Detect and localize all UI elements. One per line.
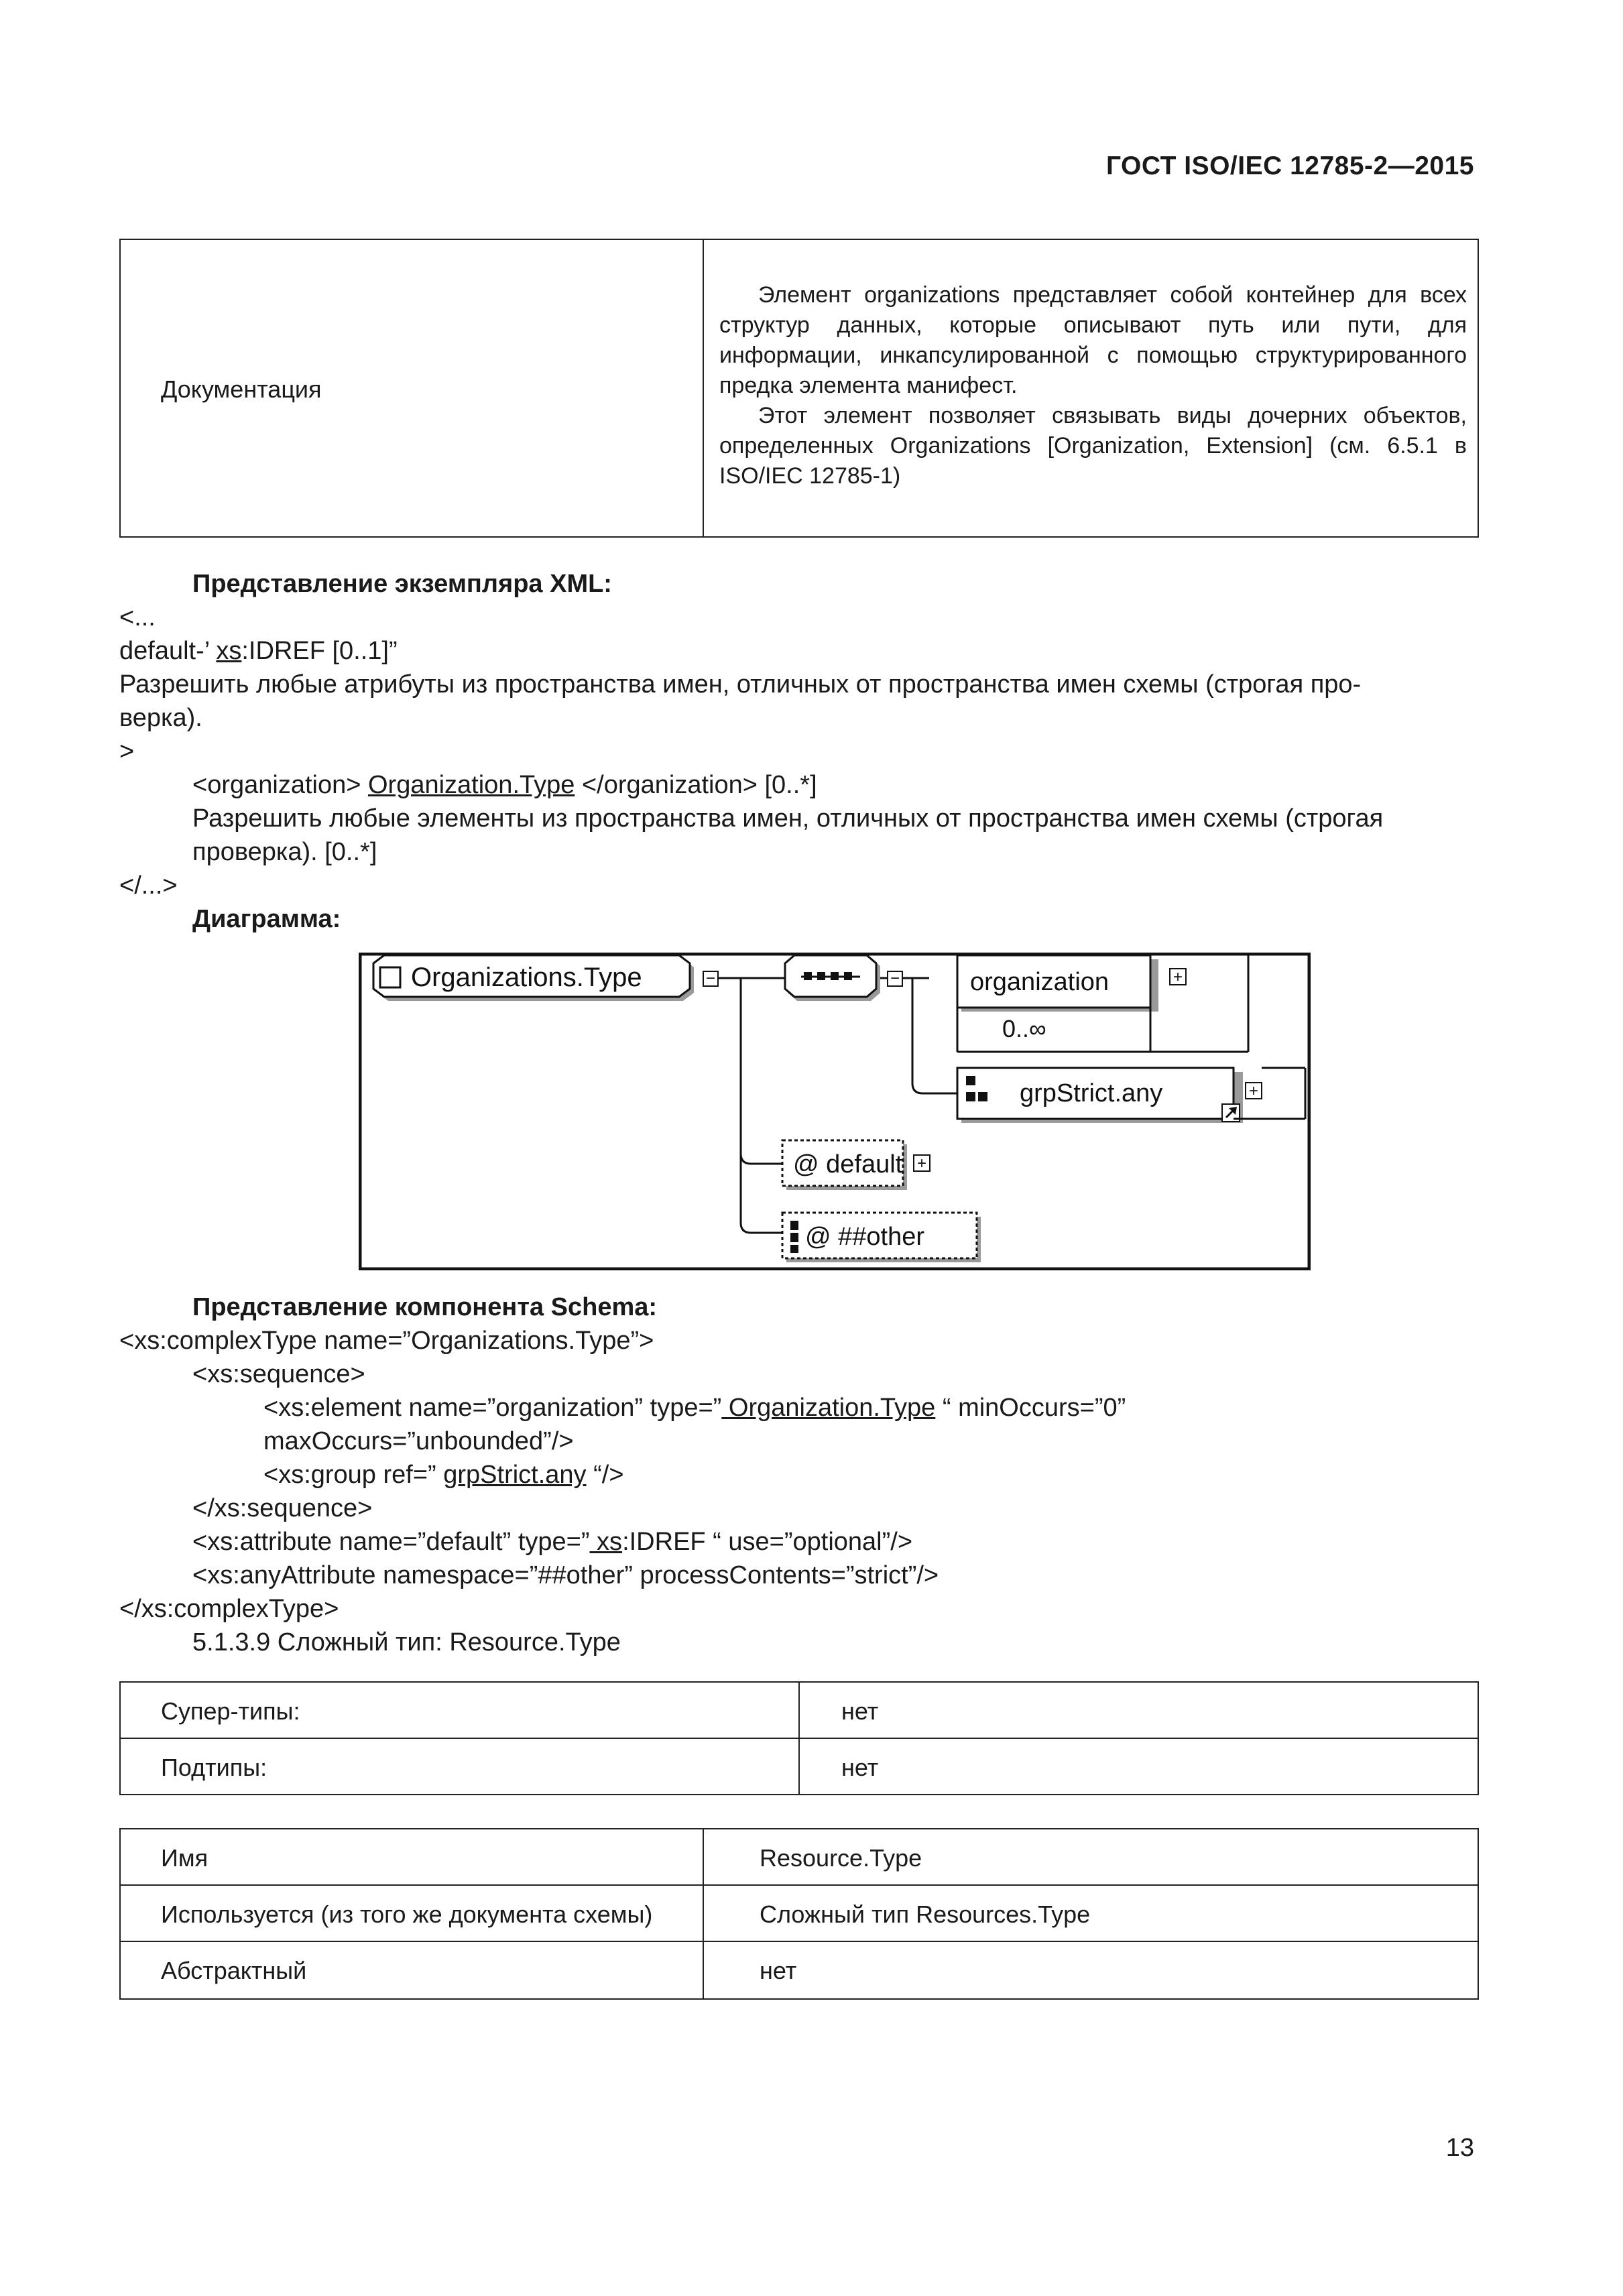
svg-text:−: − [890, 969, 900, 987]
used-by-value: Сложный тип Resources.Type [760, 1900, 1091, 1928]
xml-elements-note-line1: Разрешить любые элементы из пространства имен, отличных от пространства имен схемы (строгая [192, 804, 1384, 833]
svg-text:−: − [705, 969, 716, 987]
xml-line-organization [192, 771, 817, 800]
xml-line-close-bracket: > [119, 737, 135, 766]
svg-text:+: + [1173, 968, 1183, 986]
documentation-paragraph-2: Этот элемент позволяет связывать виды дочерних объектов, определенных Organizations [Organization, Extension] (см. 6.5.1 в ISO/IEC 12785-1) [719, 403, 1467, 489]
schema-line-sequence-end: </xs:sequence> [192, 1494, 373, 1522]
xml-organization-open: <organization> [192, 771, 368, 799]
checkbox-icon [380, 967, 400, 987]
any-attribute-node [782, 1213, 981, 1262]
xml-attributes-note-line1: Разрешить любые атрибуты из пространства имен, отличных от пространства имен схемы (строгая про- [119, 670, 1362, 699]
schema-line-anyattribute: <xs:anyAttribute namespace=”##other” processContents=”strict”/> [192, 1561, 939, 1589]
name-label: Имя [161, 1844, 208, 1872]
page-number: 13 [1445, 2134, 1474, 2162]
section-title: 5.1.3.9 Сложный тип: Resource.Type [192, 1628, 621, 1656]
schema-line-sequence: <xs:sequence> [192, 1360, 365, 1388]
organization-type-link[interactable]: Organization.Type [721, 1394, 936, 1422]
schema-line-complextype-end: </xs:complexType> [119, 1595, 339, 1623]
group-icon [966, 1076, 975, 1085]
any-attribute-label: @ ##other [805, 1223, 925, 1251]
multiplicity-label: 0..∞ [1002, 1015, 1046, 1042]
used-by-label: Используется (из того же документа схемы) [161, 1900, 653, 1928]
organization-type-link[interactable]: Organization.Type [367, 771, 575, 799]
table-row [121, 1739, 1478, 1795]
organizations-type-label: Organizations.Type [411, 963, 642, 992]
table-row [121, 1942, 1478, 2000]
xml-attributes-note-line2: верка). [119, 704, 202, 732]
svg-text:+: + [916, 1154, 927, 1172]
supertypes-label: Супер-типы: [161, 1697, 300, 1725]
schema-element-prefix: <xs:element name=”organization” type=” [263, 1394, 722, 1422]
xml-line-default [119, 637, 398, 666]
schema-attribute-suffix: :IDREF “ use=”optional”/> [622, 1528, 913, 1556]
info-table [119, 1828, 1479, 2000]
schema-line-group [263, 1461, 624, 1490]
organizations-type-node [373, 955, 694, 1001]
documentation-label: Документация [161, 375, 322, 403]
schema-line-element [263, 1394, 1126, 1423]
wildcard-icon [790, 1221, 798, 1230]
types-table [119, 1681, 1479, 1795]
schema-line-attribute [192, 1528, 912, 1557]
grpstrict-any-label: grpStrict.any [1020, 1079, 1163, 1107]
supertypes-value: нет [841, 1697, 879, 1725]
subtypes-value: нет [841, 1754, 879, 1781]
documentation-table [119, 239, 1479, 538]
xml-line-open: <... [119, 603, 156, 631]
documentation-paragraph-1: Элемент organizations представляет собой контейнер для всех структур данных, которые описывают путь или пути, для информации, инкапсулированной с помощью структурированного предка элемента манифест. [719, 282, 1467, 398]
default-attribute-label: @ default [793, 1150, 903, 1179]
table-row [121, 1886, 1478, 1942]
table-divider [703, 240, 704, 536]
xml-organization-close: </organization> [0..*] [575, 771, 817, 799]
xs-link[interactable]: xs [216, 637, 242, 665]
schema-element-suffix: “ minOccurs=”0” [935, 1394, 1126, 1422]
schema-diagram [359, 953, 1311, 1270]
xml-default-suffix: :IDREF [0..1]” [241, 637, 398, 665]
schema-group-prefix: <xs:group ref=” [263, 1461, 444, 1489]
name-value: Resource.Type [760, 1844, 922, 1872]
diagram-heading: Диаграмма: [192, 905, 341, 933]
svg-text:+: + [1248, 1082, 1259, 1100]
xml-default-prefix: default-’ [119, 637, 217, 665]
schema-heading: Представление компонента Schema: [192, 1293, 658, 1321]
schema-line-maxoccurs: maxOccurs=”unbounded”/> [263, 1427, 574, 1455]
sequence-compositor-icon [785, 955, 880, 1001]
organization-label: organization [970, 968, 1109, 996]
schema-attribute-prefix: <xs:attribute name=”default” type=” [192, 1528, 590, 1556]
table-row [121, 1683, 1478, 1739]
xml-line-end: </...> [119, 871, 178, 900]
grpstrict-any-link[interactable]: grpStrict.any [443, 1461, 587, 1489]
subtypes-label: Подтипы: [161, 1754, 267, 1781]
schema-line-complextype: <xs:complexType name=”Organizations.Type”> [119, 1327, 654, 1355]
document-header: ГОСТ ISO/IEC 12785-2—2015 [1105, 152, 1474, 180]
xml-instance-heading: Представление экземпляра XML: [192, 570, 612, 598]
documentation-text [719, 280, 1467, 491]
xml-elements-note-line2: проверка). [0..*] [192, 838, 377, 866]
abstract-label: Абстрактный [161, 1957, 307, 1984]
xs-link[interactable]: xs [589, 1528, 623, 1556]
table-row [121, 1829, 1478, 1886]
abstract-value: нет [760, 1957, 797, 1984]
schema-group-suffix: “/> [586, 1461, 624, 1489]
